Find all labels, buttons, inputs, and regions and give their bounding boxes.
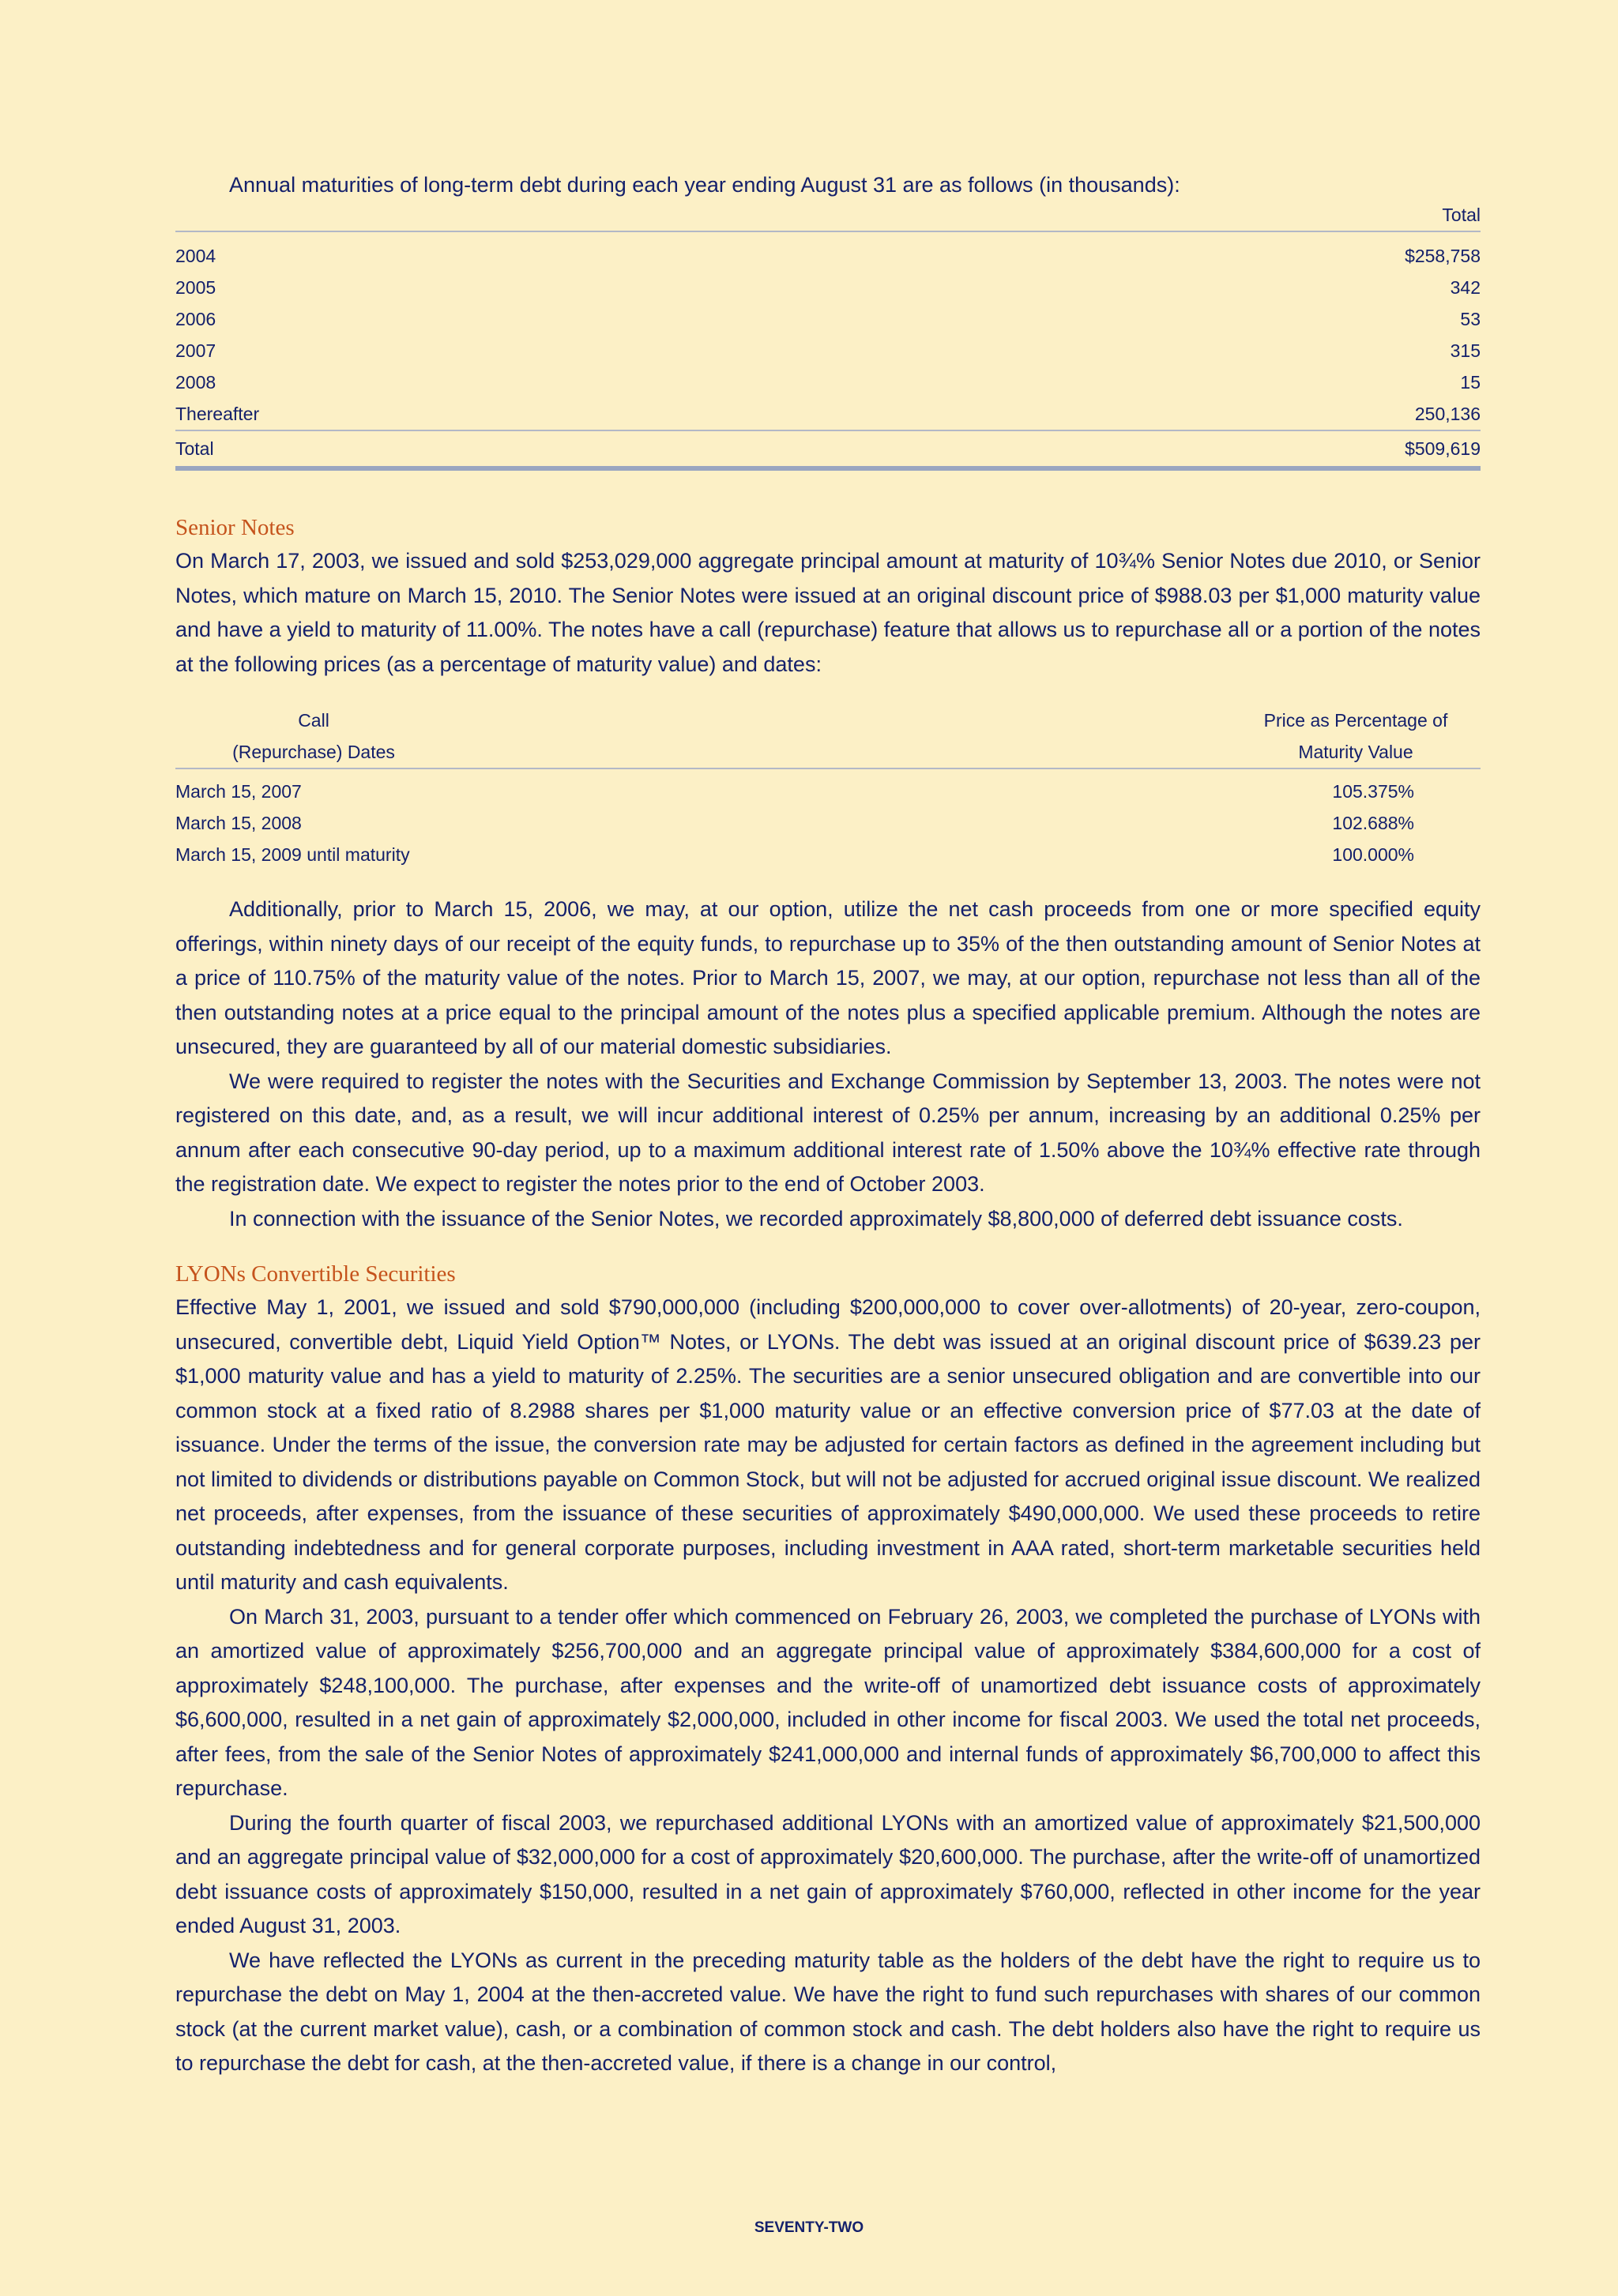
table-row bbox=[175, 303, 1481, 335]
lyons-heading: LYONs Convertible Securities bbox=[175, 1261, 456, 1287]
maturities-table bbox=[175, 199, 1481, 471]
amount-cell: 342 bbox=[1450, 277, 1481, 298]
call-price: 100.000% bbox=[1332, 844, 1414, 865]
total-row bbox=[175, 431, 1481, 466]
amount-cell: 315 bbox=[1450, 340, 1481, 361]
table-row bbox=[175, 807, 1481, 839]
paragraph: We were required to register the notes with the Securities and Exchange Commission by September 13, 2003. The notes were not registered on this date, and, as a result, we will incur additional interest of 0.25% per annum, increasing by an additional 0.25% per annum after each consecutive 90-day period, up to a maximum additional interest rate of 1.50% above the 10¾% effective rate through the registration date. We expect to register the notes prior to the end of October 2003. bbox=[175, 1069, 1481, 1196]
senior-notes-intro bbox=[175, 544, 1481, 682]
amount-cell: $258,758 bbox=[1405, 246, 1481, 266]
paragraph: On March 17, 2003, we issued and sold $253,029,000 aggregate principal amount at maturity of 10¾% Senior Notes due 2010, or Senior Notes, which mature on March 15, 2010. The Senior Notes were issued at an original discount price of $988.03 per $1,000 maturity value and have a yield to maturity of 11.00%. The notes have a call (repurchase) feature that allows us to repurchase all or a portion of the notes at the following prices (as a percentage of maturity value) and dates: bbox=[175, 549, 1481, 676]
table-row bbox=[175, 240, 1481, 272]
paragraph: Additionally, prior to March 15, 2006, we may, at our option, utilize the net cash proceeds from one or more specified equity offerings, within ninety days of our receipt of the equity funds, to repurchase up to 35% of the then outstanding amount of Senior Notes at a price of 110.75% of the maturity value of the notes. Prior to March 15, 2007, we may, at our option, repurchase not less than all of the then outstanding notes at a price equal to the principal amount of the notes plus a specified applicable premium. Although the notes are unsecured, they are guaranteed by all of our material domestic subsidiaries. bbox=[175, 897, 1481, 1058]
total-label: Total bbox=[175, 438, 214, 459]
call-dates-header: Call (Repurchase) Dates bbox=[232, 710, 395, 762]
call-date: March 15, 2007 bbox=[175, 781, 302, 802]
table-row bbox=[175, 335, 1481, 366]
paragraph: In connection with the issuance of the Senior Notes, we recorded approximately $8,800,000 of deferred debt issuance costs. bbox=[229, 1206, 1403, 1231]
call-price: 105.375% bbox=[1332, 781, 1414, 802]
table-row bbox=[175, 839, 1481, 870]
year-cell: Thereafter bbox=[175, 404, 260, 424]
paragraph: During the fourth quarter of fiscal 2003, we repurchased additional LYONs with an amortized value of approximately $21,500,000 and an aggregate principal value of $32,000,000 for a cost of approximately $20,600,000. The purchase, after the write-off of unamortized debt issuance costs of approximately $150,000, resulted in a net gain of approximately $760,000, reflected in other income for the year ended August 31, 2003. bbox=[175, 1810, 1481, 1937]
senior-notes-body bbox=[175, 892, 1481, 1236]
year-cell: 2007 bbox=[175, 340, 216, 361]
table-rule-thick bbox=[175, 466, 1481, 471]
paragraph: On March 31, 2003, pursuant to a tender offer which commenced on February 26, 2003, we completed the purchase of LYONs with an amortized value of approximately $256,700,000 and an aggregate principal value of approximately $384,600,000 for a cost of approximately $248,100,000. The purchase, after expenses and the write-off of unamortized debt issuance costs of approximately $6,600,000, resulted in a net gain of approximately $2,000,000, included in other income for fiscal 2003. We used the total net proceeds, after fees, from the sale of the Senior Notes of approximately $241,000,000 and internal funds of approximately $6,700,000 to affect this repurchase. bbox=[175, 1604, 1481, 1800]
call-date: March 15, 2009 until maturity bbox=[175, 844, 410, 865]
year-cell: 2006 bbox=[175, 309, 216, 329]
amount-cell: 53 bbox=[1460, 309, 1481, 329]
table-row bbox=[175, 272, 1481, 303]
table-row bbox=[175, 776, 1481, 807]
maturities-intro: Annual maturities of long-term debt during each year ending August 31 are as follows (in thousands): bbox=[229, 173, 1180, 197]
paragraph: We have reflected the LYONs as current in the preceding maturity table as the holders of the debt have the right to require us to repurchase the debt on May 1, 2004 at the then-accreted value. We have the right to fund such repurchases with shares of our common stock (at the current market value), cash, or a combination of common stock and cash. The debt holders also have the right to require us to repurchase the debt for cash, at the then-accreted value, if there is a change in our control, bbox=[175, 1948, 1481, 2075]
amount-cell: 15 bbox=[1460, 372, 1481, 393]
year-cell: 2004 bbox=[175, 246, 216, 266]
call-price: 102.688% bbox=[1332, 813, 1414, 833]
paragraph: Effective May 1, 2001, we issued and sold $790,000,000 (including $200,000,000 to cover over-allotments) of 20-year, zero-coupon, unsecured, convertible debt, Liquid Yield Option™ Notes, or LYONs. The debt was issued at an original discount price of $639.23 per $1,000 maturity value and has a yield to maturity of 2.25%. The securities are a senior unsecured obligation and are convertible into our common stock at a fixed ratio of 8.2988 shares per $1,000 maturity value or an effective conversion price of $77.03 at the date of issuance. Under the terms of the issue, the conversion rate may be adjusted for certain factors as defined in the agreement including but not limited to dividends or distributions payable on Common Stock, but will not be adjusted for accrued original issue discount. We realized net proceeds, after expenses, from the issuance of these securities of approximately $490,000,000. We used these proceeds to retire outstanding indebtedness and for general corporate purposes, including investment in AAA rated, short-term marketable securities held until maturity and cash equivalents. bbox=[175, 1295, 1481, 1594]
table-row bbox=[175, 398, 1481, 430]
call-date: March 15, 2008 bbox=[175, 813, 302, 833]
price-header: Price as Percentage of Maturity Value bbox=[1263, 710, 1448, 762]
lyons-body bbox=[175, 1291, 1481, 2081]
senior-notes-heading: Senior Notes bbox=[175, 515, 295, 540]
page-number-footer: SEVENTY-TWO bbox=[754, 2219, 864, 2236]
maturities-column-header: Total bbox=[1442, 205, 1481, 225]
year-cell: 2008 bbox=[175, 372, 216, 393]
call-table bbox=[175, 705, 1481, 870]
total-amount: $509,619 bbox=[1405, 438, 1481, 459]
amount-cell: 250,136 bbox=[1414, 404, 1481, 424]
table-row bbox=[175, 366, 1481, 398]
year-cell: 2005 bbox=[175, 277, 216, 298]
